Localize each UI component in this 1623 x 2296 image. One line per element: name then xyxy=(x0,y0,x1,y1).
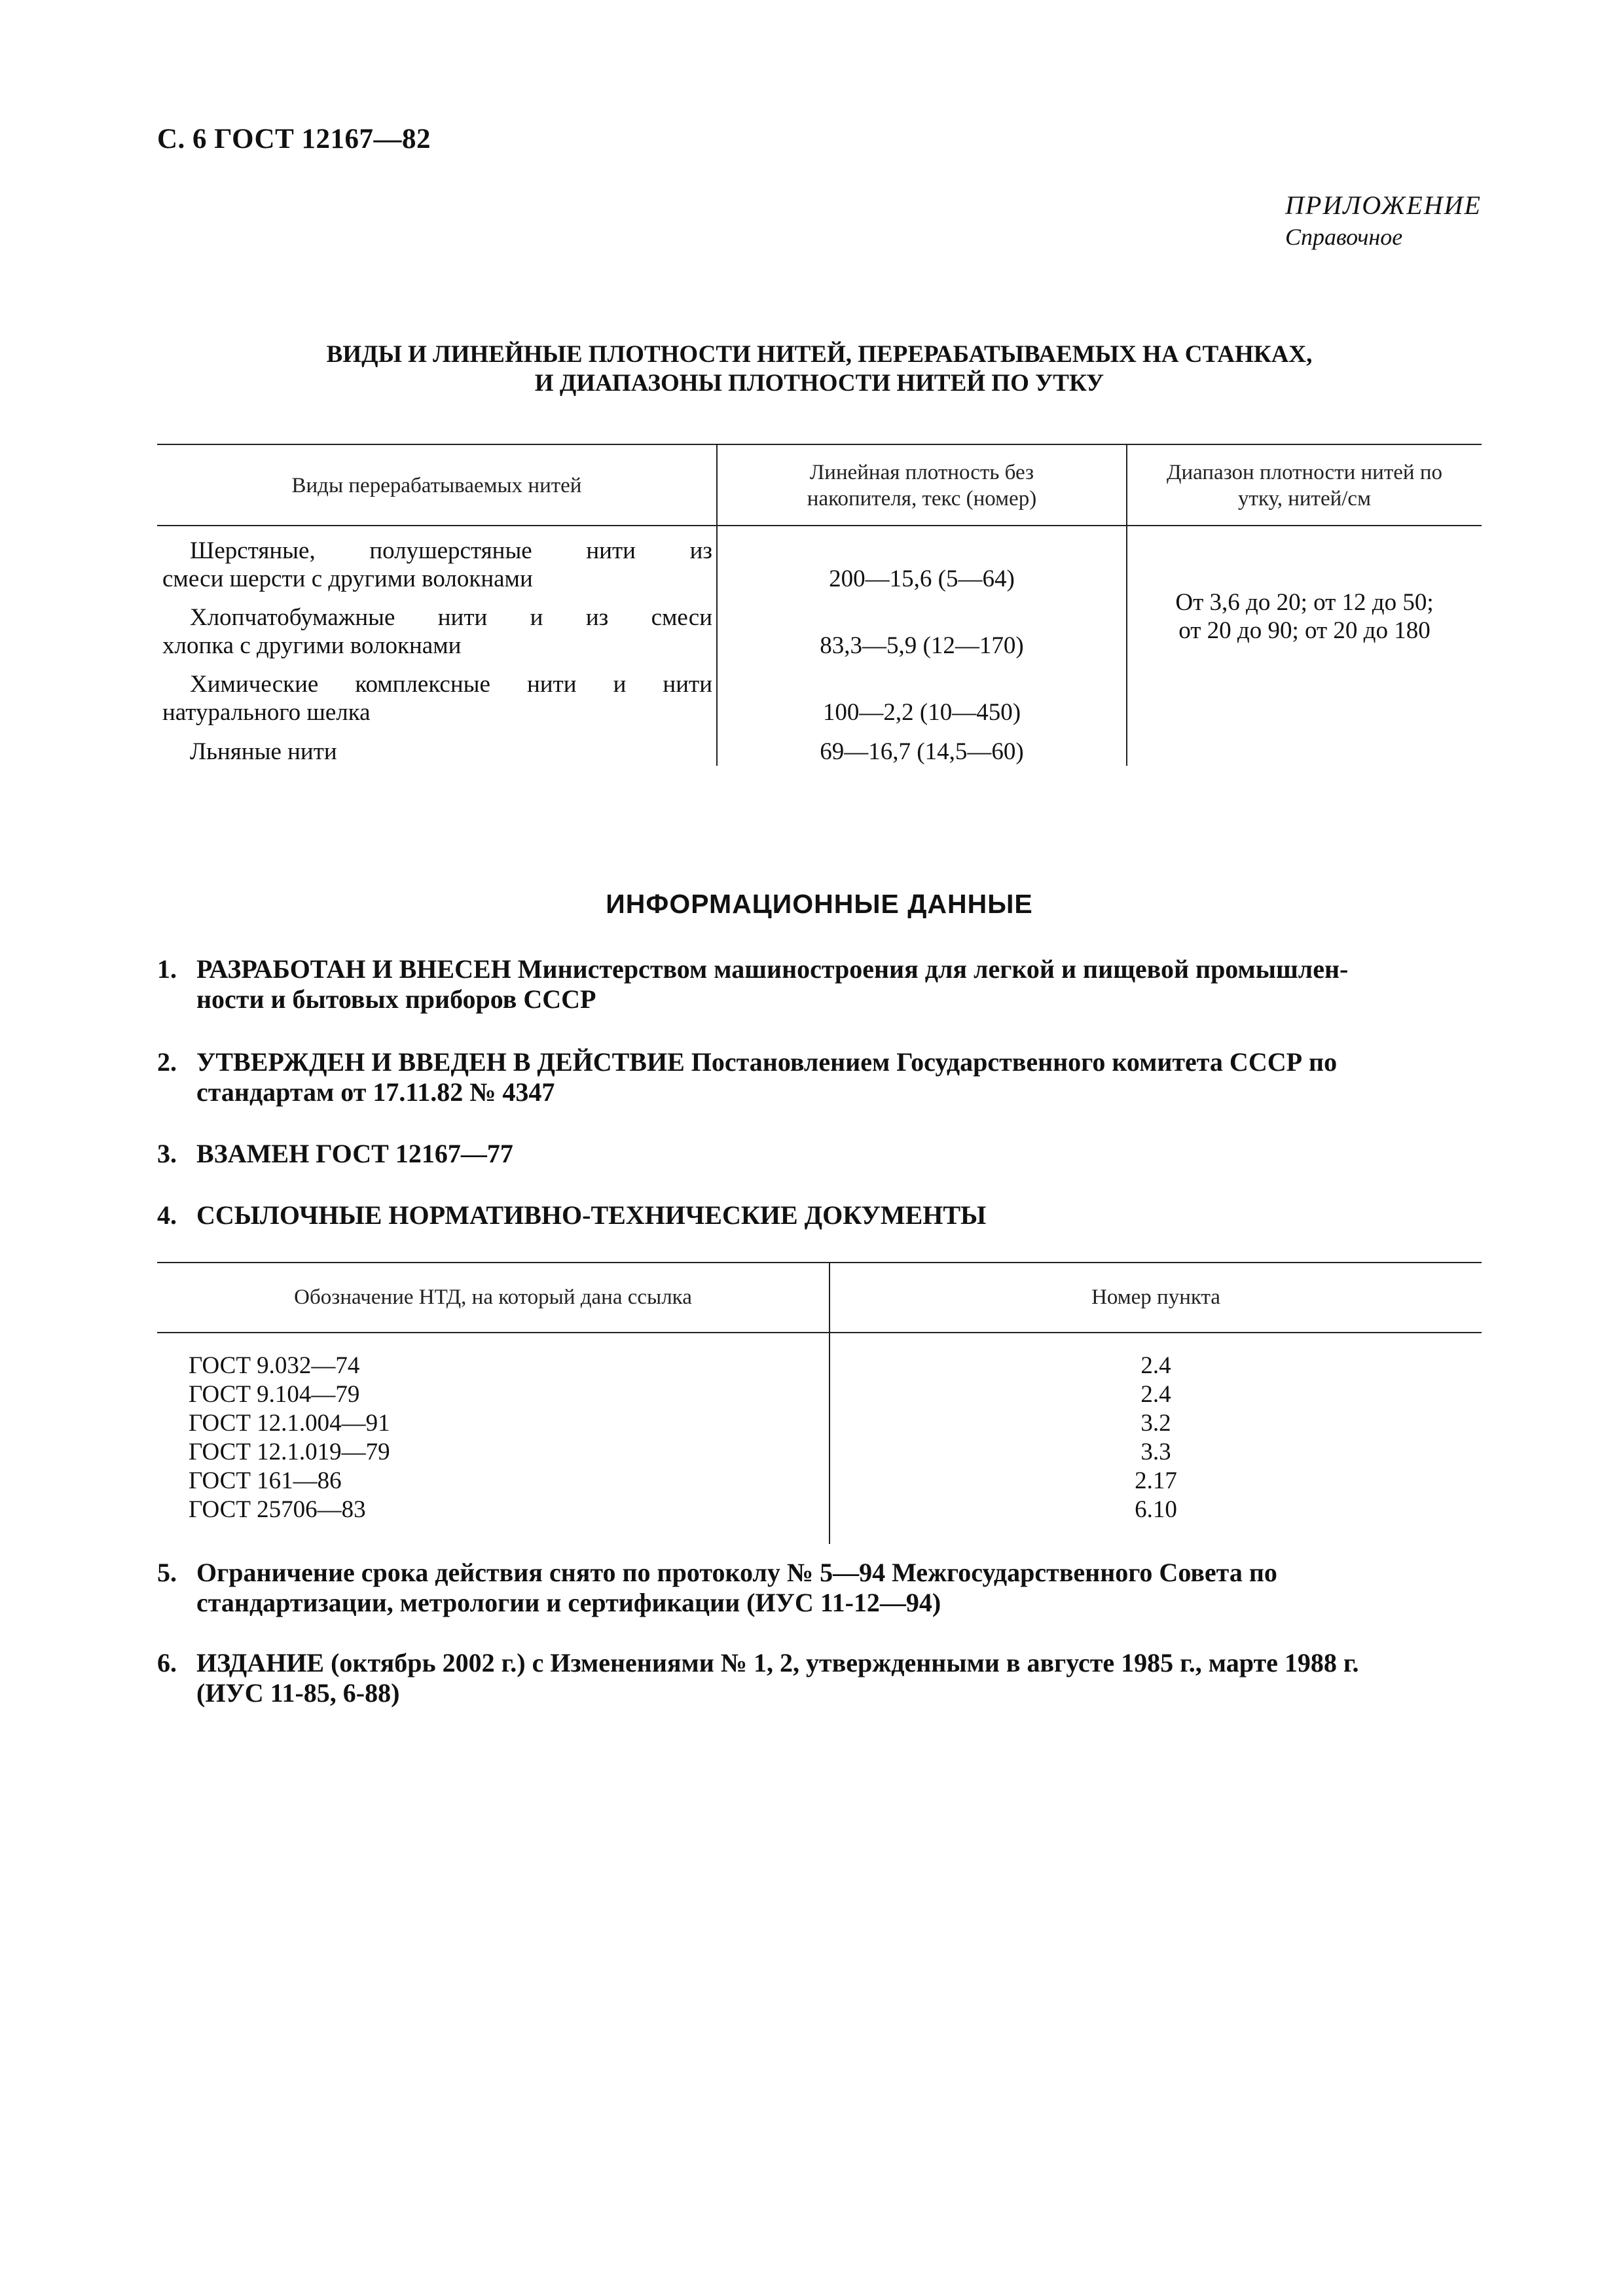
ref-clause-cell: 3.3 xyxy=(1140,1439,1171,1465)
ref-doc-cell: ГОСТ 9.032—74 xyxy=(157,1352,830,1380)
weft-range-line-2: от 20 до 90; от 20 до 180 xyxy=(1178,617,1431,644)
ref-clause-cell: 2.4 xyxy=(1140,1381,1171,1408)
references-header-clause: Номер пункта xyxy=(830,1263,1482,1333)
yarn-type-cell: Льняные нити xyxy=(157,726,717,766)
yarn-type-cell xyxy=(157,593,717,660)
info-item-line-1: ВЗАМЕН ГОСТ 12167—77 xyxy=(196,1139,513,1168)
table-row xyxy=(157,1467,1482,1496)
yarn-header-type: Виды перерабатываемых нитей xyxy=(157,444,717,526)
ref-clause-cell: 2.4 xyxy=(1140,1352,1171,1379)
yarn-density-cell: 200—15,6 (5—64) xyxy=(717,526,1127,593)
info-section-title: ИНФОРМАЦИОННЫЕ ДАННЫЕ xyxy=(606,889,1033,919)
info-item-number: 4. xyxy=(157,1200,177,1230)
appendix-label xyxy=(1285,190,1482,251)
info-item-1 xyxy=(157,954,1482,1014)
info-item-number: 6. xyxy=(157,1648,177,1677)
yarn-density-cell: 83,3—5,9 (12—170) xyxy=(717,593,1127,660)
table-row xyxy=(157,1438,1482,1467)
ref-doc-cell: ГОСТ 25706—83 xyxy=(157,1496,830,1524)
info-item-line-1: Ограничение срока действия снято по протоколу № 5—94 Межгосударственного Совета по xyxy=(196,1558,1277,1587)
weft-range-cell xyxy=(1127,526,1482,766)
yarn-type-line-2: натурального шелка xyxy=(162,699,371,726)
table-row xyxy=(157,1352,1482,1380)
info-item-line-2: стандартизации, метрологии и сертификации (ИУС 11-12—94) xyxy=(196,1588,941,1617)
ref-doc-cell: ГОСТ 161—86 xyxy=(157,1467,830,1496)
document-title xyxy=(157,340,1482,398)
info-item-2 xyxy=(157,1047,1482,1107)
ref-doc-cell: ГОСТ 12.1.019—79 xyxy=(157,1438,830,1467)
table-spacer xyxy=(157,1333,1482,1352)
info-item-line-2: (ИУС 11-85, 6-88) xyxy=(196,1678,400,1708)
yarn-type-cell xyxy=(157,660,717,726)
yarn-density-cell: 69—16,7 (14,5—60) xyxy=(717,726,1127,766)
info-item-5 xyxy=(157,1558,1482,1618)
yarn-type-line-1: Шерстяные, полушерстяные нити из xyxy=(190,537,712,564)
table-spacer xyxy=(157,1524,1482,1544)
references-table xyxy=(157,1262,1482,1544)
yarn-header-weft xyxy=(1127,444,1482,526)
info-item-number: 3. xyxy=(157,1139,177,1168)
yarn-table xyxy=(157,444,1482,766)
ref-clause-cell: 6.10 xyxy=(1135,1496,1177,1523)
appendix-title: ПРИЛОЖЕНИЕ xyxy=(1285,190,1482,220)
info-item-4 xyxy=(157,1200,1482,1230)
ref-doc-cell: ГОСТ 12.1.004—91 xyxy=(157,1409,830,1438)
references-header-doc: Обозначение НТД, на который дана ссылка xyxy=(157,1263,830,1333)
info-item-number: 5. xyxy=(157,1558,177,1587)
document-title-line-1: ВИДЫ И ЛИНЕЙНЫЕ ПЛОТНОСТИ НИТЕЙ, ПЕРЕРАБАТЫВАЕМЫХ НА СТАНКАХ, xyxy=(326,341,1313,368)
yarn-header-density-line-1: Линейная плотность без xyxy=(809,461,1034,484)
yarn-type-line-1: Хлопчатобумажные нити и из смеси xyxy=(190,604,712,631)
yarn-table-header-row xyxy=(157,444,1482,526)
page-header: С. 6 ГОСТ 12167—82 xyxy=(157,124,431,154)
yarn-type-line-2: хлопка с другими волокнами xyxy=(162,632,462,659)
spacer-cell xyxy=(830,1524,1482,1544)
weft-range-line-1: От 3,6 до 20; от 12 до 50; xyxy=(1175,589,1434,616)
yarn-type-line-2: смеси шерсти с другими волокнами xyxy=(162,565,533,592)
info-item-line-1: УТВЕРЖДЕН И ВВЕДЕН В ДЕЙСТВИЕ Постановлением Государственного комитета СССР по xyxy=(196,1047,1338,1077)
info-item-line-2: ности и бытовых приборов СССР xyxy=(196,984,596,1014)
yarn-type-line-1: Химические комплексные нити и нити xyxy=(190,671,712,698)
spacer-cell xyxy=(830,1333,1482,1352)
table-row xyxy=(157,526,1482,593)
table-row xyxy=(157,1380,1482,1409)
info-item-line-1: ССЫЛОЧНЫЕ НОРМАТИВНО-ТЕХНИЧЕСКИЕ ДОКУМЕНТЫ xyxy=(196,1200,987,1230)
ref-doc-cell: ГОСТ 9.104—79 xyxy=(157,1380,830,1409)
info-item-line-1: РАЗРАБОТАН И ВНЕСЕН Министерством машиностроения для легкой и пищевой промышлен- xyxy=(196,954,1349,984)
table-row xyxy=(157,1409,1482,1438)
info-item-3 xyxy=(157,1139,1482,1169)
yarn-header-weft-line-1: Диапазон плотности нитей по xyxy=(1167,461,1442,484)
ref-clause-cell: 2.17 xyxy=(1135,1467,1177,1494)
info-item-line-1: ИЗДАНИЕ (октябрь 2002 г.) с Изменениями № 1, 2, утвержденными в августе 1985 г., марте 1988 г. xyxy=(196,1648,1359,1677)
table-row xyxy=(157,1496,1482,1524)
document-title-line-2: И ДИАПАЗОНЫ ПЛОТНОСТИ НИТЕЙ ПО УТКУ xyxy=(534,370,1104,397)
spacer-cell xyxy=(157,1524,830,1544)
ref-clause-cell: 3.2 xyxy=(1140,1410,1171,1437)
info-item-number: 2. xyxy=(157,1047,177,1077)
yarn-type-cell xyxy=(157,526,717,593)
yarn-header-density xyxy=(717,444,1127,526)
appendix-subtitle: Справочное xyxy=(1285,224,1403,250)
info-item-line-2: стандартам от 17.11.82 № 4347 xyxy=(196,1077,555,1107)
yarn-header-density-line-2: накопителя, текс (номер) xyxy=(807,487,1037,511)
spacer-cell xyxy=(157,1333,830,1352)
info-item-6 xyxy=(157,1648,1482,1708)
references-header-row xyxy=(157,1263,1482,1333)
info-item-number: 1. xyxy=(157,954,177,984)
yarn-density-cell: 100—2,2 (10—450) xyxy=(717,660,1127,726)
yarn-header-weft-line-2: утку, нитей/см xyxy=(1238,487,1371,511)
